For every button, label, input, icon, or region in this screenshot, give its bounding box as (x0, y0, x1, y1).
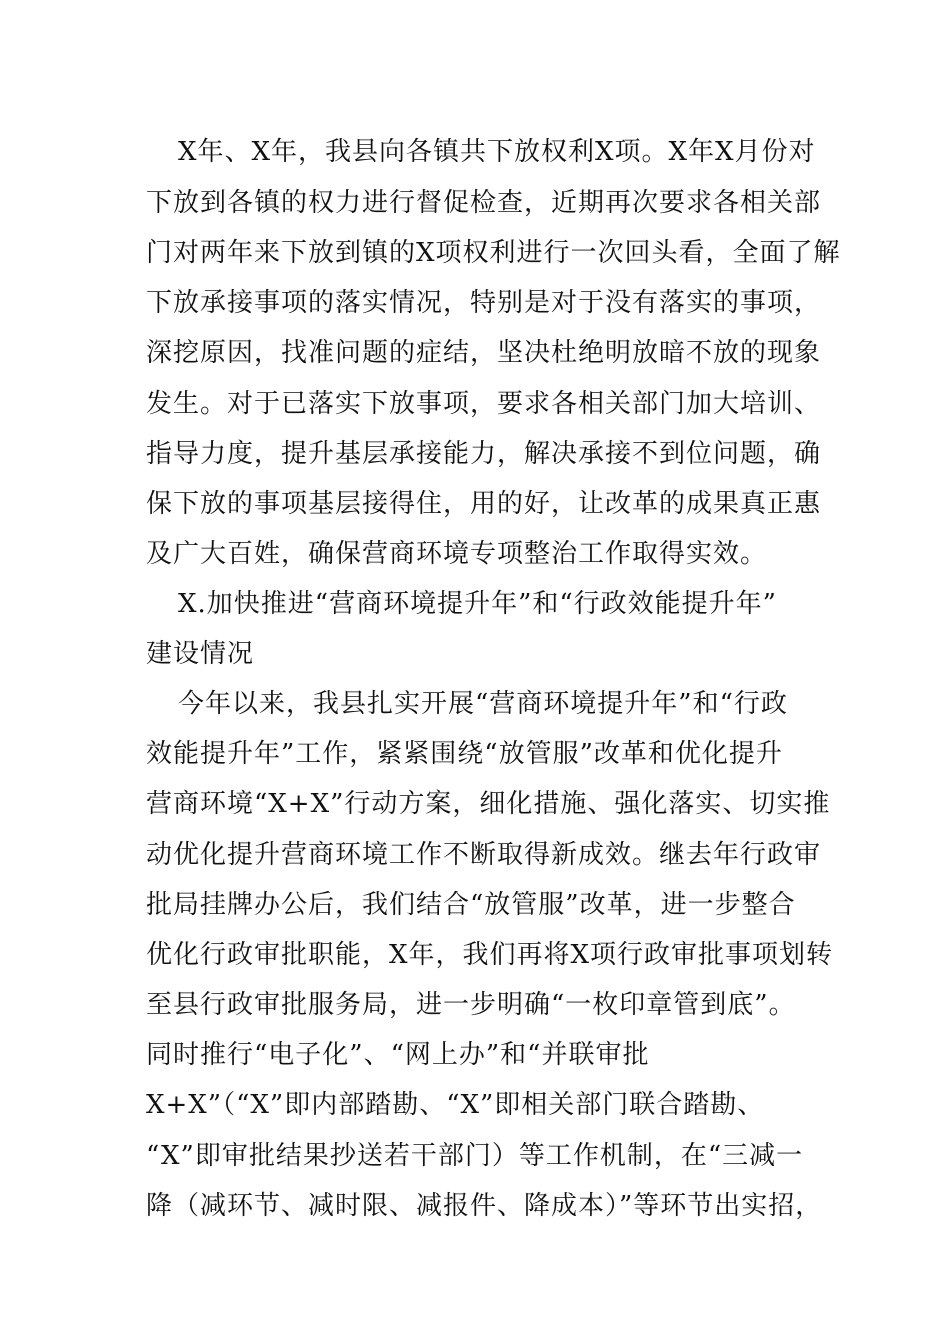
section-heading-line-1: X.加快推进“营商环境提升年”和“行政效能提升年” (178, 589, 777, 619)
paragraph-1-line-2: 下放到各镇的权力进行督促检查，近期再次要求各相关部 (146, 188, 822, 218)
paragraph-2-line-9: X+X”（“X”即内部踏勘、“X”即相关部门联合踏勘、 (146, 1090, 765, 1120)
paragraph-2-line-4: 动优化提升营商环境工作不断取得新成效。继去年行政审 (146, 840, 822, 870)
paragraph-1-line-4: 下放承接事项的落实情况，特别是对于没有落实的事项， (146, 288, 822, 318)
paragraph-2-line-10: “X”即审批结果抄送若干部门）等工作机制，在“三减一 (146, 1141, 804, 1171)
paragraph-2-line-8: 同时推行“电子化”、“网上办”和“并联审批 (146, 1040, 650, 1070)
paragraph-1-line-1: X年、X年，我县向各镇共下放权利X项。X年X月份对 (178, 137, 816, 167)
paragraph-1-line-8: 保下放的事项基层接得住，用的好，让改革的成果真正惠 (146, 489, 822, 519)
paragraph-2-line-7: 至县行政审批服务局，进一步明确“一枚印章管到底”。 (146, 990, 796, 1020)
paragraph-2-line-6: 优化行政审批职能，X年，我们再将X项行政审批事项划转 (146, 940, 834, 970)
paragraph-2-line-3: 营商环境“X+X”行动方案，细化措施、强化落实、切实推 (146, 789, 831, 819)
paragraph-1-line-5: 深挖原因，找准问题的症结，坚决杜绝明放暗不放的现象 (146, 338, 822, 368)
paragraph-2-line-5: 批局挂牌办公后，我们结合“放管服”改革，进一步整合 (146, 890, 796, 920)
paragraph-1-line-3: 门对两年来下放到镇的X项权利进行一次回头看，全面了解 (146, 238, 841, 268)
paragraph-1-line-9: 及广大百姓，确保营商环境专项整治工作取得实效。 (146, 539, 768, 569)
paragraph-2-line-2: 效能提升年”工作，紧紧围绕“放管服”改革和优化提升 (146, 739, 783, 769)
paragraph-1-line-6: 发生。对于已落实下放事项，要求各相关部门加大培训、 (146, 389, 822, 419)
paragraph-2-line-11: 降（减环节、减时限、减报件、降成本）”等环节出实招， (146, 1191, 823, 1221)
paragraph-1-line-7: 指导力度，提升基层承接能力，解决承接不到位问题，确 (146, 439, 822, 469)
paragraph-2-line-1: 今年以来，我县扎实开展“营商环境提升年”和“行政 (178, 689, 788, 719)
section-heading-line-2: 建设情况 (146, 639, 255, 669)
